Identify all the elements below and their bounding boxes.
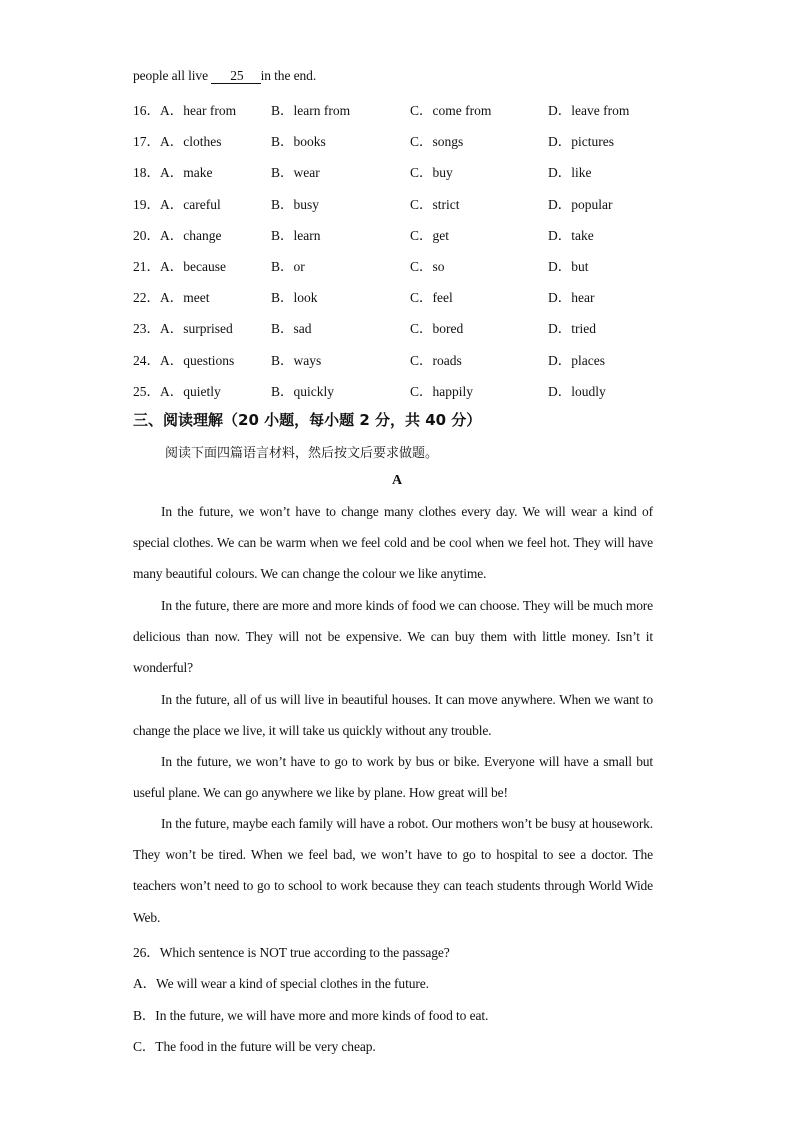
option-b: B．or xyxy=(271,259,305,274)
cloze-option-row xyxy=(133,349,693,367)
option-b: B．look xyxy=(271,290,318,306)
option-a: A．hear from xyxy=(160,103,237,118)
option-c: C．come from xyxy=(410,103,492,118)
option-b: B．wear xyxy=(271,165,320,181)
option-d: D．places xyxy=(548,352,605,368)
question-option: C．The food in the future will be very cheap. xyxy=(133,1039,376,1054)
option-a: A．clothes xyxy=(160,134,222,150)
passage-paragraph: In the future, we won’t have to go to work by bus or bike. Everyone will have a small but useful plane. We can go anywhere we like by plane. How great will be! xyxy=(133,754,653,801)
option-c: C．songs xyxy=(410,134,464,150)
question-number: 24． xyxy=(133,352,160,368)
option-b: B．ways xyxy=(271,352,322,368)
option-d: D．pictures xyxy=(548,134,614,150)
cloze-tail-prefix: people all live xyxy=(133,68,208,83)
option-d: D．popular xyxy=(548,196,613,212)
question-number: 18． xyxy=(133,165,160,181)
question-stem: 26．Which sentence is NOT true according to the passage? xyxy=(133,945,450,960)
cloze-passage-tail xyxy=(133,68,316,84)
option-c: C．happily xyxy=(410,383,473,399)
option-c: C．get xyxy=(410,227,449,243)
option-c: C．bored xyxy=(410,321,464,337)
question-number: 23． xyxy=(133,321,160,337)
option-b: B．learn xyxy=(271,227,321,243)
passage-paragraph: In the future, we won’t have to change many clothes every day. We will wear a kind of special clothes. We can be warm when we feel cold and be cool when we feel hot. They will have many beautiful colours. We can change the colour we like anytime. xyxy=(133,504,653,582)
cloze-option-row xyxy=(133,224,693,242)
option-b: B．books xyxy=(271,134,326,150)
option-c: C．strict xyxy=(410,196,460,212)
option-a: A．make xyxy=(160,165,213,181)
option-d: D．loudly xyxy=(548,383,606,399)
cloze-option-row xyxy=(133,380,693,398)
option-a: A．because xyxy=(160,259,226,274)
passage-paragraph: In the future, all of us will live in beautiful houses. It can move anywhere. When we want to change the place we live, it will take us quickly without any trouble. xyxy=(133,692,653,739)
question-number: 25． xyxy=(133,383,160,399)
passage-paragraph: In the future, there are more and more kinds of food we can choose. They will be much more delicious than now. They will not be expensive. We can buy them with little money. Isn’t it wonderful? xyxy=(133,598,653,676)
passage-label: A xyxy=(391,473,403,488)
option-c: C．buy xyxy=(410,165,453,181)
option-c: C．feel xyxy=(410,290,453,306)
cloze-option-row xyxy=(133,193,693,211)
option-a: A．careful xyxy=(160,196,221,212)
cloze-option-row xyxy=(133,99,693,117)
option-d: D．hear xyxy=(548,290,595,306)
option-d: D．leave from xyxy=(548,103,630,118)
option-d: D．like xyxy=(548,165,592,181)
cloze-tail-suffix: in the end. xyxy=(260,68,317,83)
question-number: 21． xyxy=(133,259,160,274)
question-number: 22． xyxy=(133,290,160,306)
question-number: 17． xyxy=(133,134,160,150)
option-b: B．sad xyxy=(271,321,312,337)
section-instruction: 阅读下面四篇语言材料，然后按文后要求做题。 xyxy=(165,446,439,461)
option-a: A．questions xyxy=(160,352,235,368)
option-a: A．change xyxy=(160,227,222,243)
passage-paragraph: In the future, maybe each family will have a robot. Our mothers won’t be busy at housework. They won’t be tired. When we feel bad, we won’t have to go to hospital to see a doctor. The teachers won’t need to go to school to work because they can teach students through World Wide Web. xyxy=(133,816,653,925)
option-b: B．learn from xyxy=(271,103,351,118)
option-d: D．take xyxy=(548,227,594,243)
question-option: B．In the future, we will have more and more kinds of food to eat. xyxy=(133,1008,489,1023)
option-c: C．so xyxy=(410,259,445,274)
cloze-option-row xyxy=(133,161,693,179)
option-b: B．busy xyxy=(271,196,320,212)
option-b: B．quickly xyxy=(271,383,334,399)
cloze-option-row xyxy=(133,317,693,335)
question-option: A．We will wear a kind of special clothes in the future. xyxy=(133,976,429,991)
option-d: D．tried xyxy=(548,321,596,337)
question-number: 20． xyxy=(133,227,160,243)
question-number: 19． xyxy=(133,196,160,212)
cloze-option-row xyxy=(133,286,693,304)
option-a: A．meet xyxy=(160,290,210,306)
cloze-option-row xyxy=(133,255,693,273)
option-a: A．surprised xyxy=(160,321,233,337)
option-c: C．roads xyxy=(410,352,462,368)
option-d: D．but xyxy=(548,259,589,274)
question-number: 16． xyxy=(133,103,160,118)
section-heading: 三、阅读理解（20 小题，每小题 2 分，共 40 分） xyxy=(133,411,482,429)
option-a: A．quietly xyxy=(160,383,221,399)
cloze-option-row xyxy=(133,130,693,148)
cloze-blank: 25 xyxy=(211,69,260,84)
